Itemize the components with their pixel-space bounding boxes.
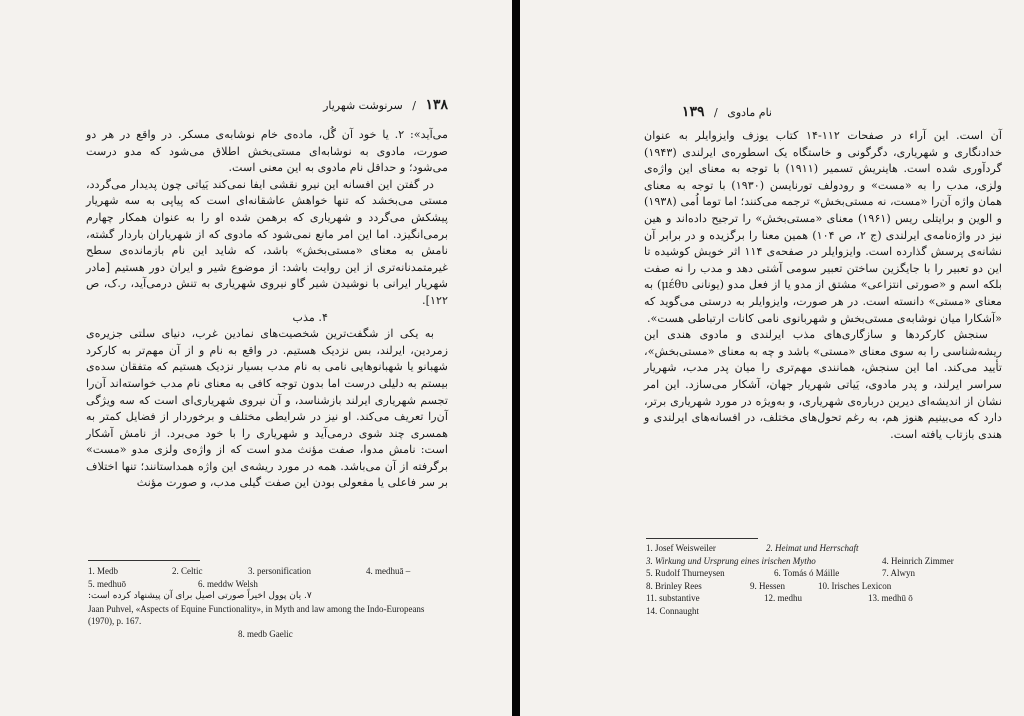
footnote: 10. Irisches Lexicon [818, 580, 892, 591]
footnote-row [88, 565, 450, 578]
footnote: 1. Medb [88, 566, 118, 576]
page-number: ۱۳۹ [681, 104, 705, 120]
page-number: ۱۳۸ [425, 97, 448, 113]
right-footnotes [646, 542, 1004, 617]
paragraph: در گفتن این افسانه این نیرو نقشی ایفا نمی‌کند یَیاتی چون پدیدار می‌گردد، مستی می‌بخشد که تنها خواهش عاشقانه‌ای است که پیاپی به سه شهریار پیشکش می‌گردد و شهریاری که برهمن شده او را به عنوان همکار چهارم برمی‌انگیزد. اما این امر مانع نمی‌شود که مادوی که از شهریاران باردار گشته، نامش به معنای «مستی‌بخش» باشد، که شاید این نام بازمانده‌ی سطح غیرمتمدنانه‌تری از این روایت باشد: از موضوع شیر و ایران دور هستیم [مادر شهریار ایرانی با نوشیدن شیر گاو نیروی شهریاری به تنش درمی‌آید، ر.ک، ص ۱۲۲]. [86, 177, 448, 307]
footnote-row [88, 578, 450, 591]
footnote: 13. medhū ō [868, 593, 913, 603]
left-footnotes [88, 565, 450, 640]
footnote: 7. Alwyn [882, 568, 916, 578]
footnote: 6. meddw Welsh [198, 578, 258, 589]
footnote-row [646, 542, 1004, 555]
footnote: 14. Connaught [646, 605, 699, 616]
right-page-body [644, 128, 1002, 443]
running-head: سرنوشت شهریار [323, 99, 403, 112]
footnote: 5. medhuō [88, 578, 126, 589]
footnote-8: 8. medb Gaelic [238, 628, 293, 639]
footnote: 4. Heinrich Zimmer [882, 555, 954, 566]
header-separator: / [412, 99, 416, 112]
right-page-header [682, 104, 772, 120]
footnote: 2. Celtic [172, 566, 203, 576]
footnote: 11. substantive [646, 593, 700, 603]
page-gutter [512, 0, 520, 716]
footnote: 1. Josef Weisweiler [646, 543, 716, 553]
footnote-row [646, 605, 1004, 618]
footnote-row [646, 592, 1004, 605]
footnote-7-citation: Jaan Puhvel, «Aspects of Equine Functionality», in Myth and law among the Indo-Europeans (1970), p. 167. [88, 603, 425, 626]
footnote-rule [646, 538, 758, 539]
footnote-row [646, 580, 1004, 593]
footnote: 8. Brinley Rees [646, 580, 702, 591]
footnote: 6. Tomás ó Máille [774, 568, 840, 578]
header-separator: / [713, 106, 718, 119]
paragraph: سنجش کارکردها و سازگاری‌های مذب ایرلندی و مادوی هندی این ریشه‌شناسی را به سوی معنای «مستی» باشد و چه به معنای «مستی‌بخش»، تأیید می‌کند. اما این سنجش، همانندی مهم‌تری را میان پدر مدب، شهریار سراسر ایرلند، و پدر مادوی، یَیاتی شهریار جهان، آشکار می‌سازد. این امر نشان از اندیشه‌ای دیرین درباره‌ی شهریاری، و به‌ویژه در مورد شهریاری برتر، دارد که می‌بینیم هنوز هم، به رغم تحول‌های مختلف، در افسانه‌های ایرلندی و هندی بازتاب یافته است. [644, 328, 1002, 441]
footnote: 3. Wirkung und Ursprung eines irischen Mytho [646, 555, 816, 566]
footnote-row [646, 567, 1004, 580]
footnote-row [646, 555, 1004, 568]
footnote-rule [88, 560, 200, 561]
footnote: 12. medhu [764, 593, 802, 603]
right-page [520, 0, 1024, 716]
paragraph: آن است. این آراء در صفحات ۱۱۲-۱۴ کتاب یوزف وایزوایلر به عنوان خدادنگاری و شهریاری، دگرگونی و خاستگاه یک اسطوره‌ی ایرلندی (۱۹۴۳) گردآوری شده است. هاینریش تسمیر (۱۹۱۱) با توجه به معنای این واژه‌ی ولزی، مدب را به «مست» و رودولف تورنایسن (۱۹۳۰) با توجه به معنای همان واژه آن‌را «مست، نه مستی‌بخش» ترجمه می‌کنند؛ اما توما اُمی (۱۹۳۸) و الوین و برایتلی ریس (۱۹۶۱) معنای «مستی‌بخش» را ترجیح داده‌اند و هین نیز در واژه‌نامه‌ی ایرلندی (ج ۲، ص ۱۰۴) همین معنا را برگزیده و در برابر آن نشانه‌ی پرسش گذارده است. وایزوایلر در صفحه‌ی ۱۱۴ اثر خویش کوشیده تا این دو تعبیر را با جایگزین ساختن تعبیر سومی آشتی دهد و مدب را نه صفت بلکه اسم و «صورتی انتزاعی» مشتق از مدو یا از فعل مدو (یونانی μέθυ) به معنای «مستی» دانسته است. در هر صورت، وایزوایلر به درستی می‌گوید که «آشکارا میان نوشابه‌ی مستی‌بخش و شهربانوی نامی کانات ارتباطی هست». [644, 129, 1003, 325]
running-head: نام مادوی [727, 106, 772, 119]
footnote: 9. Hessen [750, 580, 785, 591]
section-heading: ۴. مذب [292, 310, 328, 324]
footnote: 3. personification [248, 566, 311, 576]
paragraph: می‌آید»: ۲. یا خود آن گُل، ماده‌ی خام نوشابه‌ی مسکر. در واقع در هر دو صورت، مادوی به نوشابه‌ای مستی‌بخش اطلاق می‌شود که مدو درست می‌شود؛ و حداقل نام مادوی به این معنی است. [86, 128, 448, 175]
footnote: 2. Heimat und Herrschaft [766, 543, 859, 553]
paragraph: به یکی از شگفت‌ترین شخصیت‌های نمادین غرب، دنیای سلتی جزیره‌ی زمردین، ایرلند، بس نزدیک هستیم. در واقع به نام و از آن مهم‌تر به کارکرد شهبانو یا شهبانوهایی نامی به نام مدب بسیار نزدیک هستیم که متفقان سدەی بیستم به دلیلی درست اما بدون توجه کافی به معنای نام مدب خواسته‌اند آن‌را تجسم شهریاری ایرلند بازشناسد، و آن نیروی شهریاری‌ای است که سه ویژگی آن‌را تعریف می‌کند. او نیز در شرایطی مختلف و برخوردار از فضایل کمتر به همسری چند شوی درمی‌آید و شهریاری را با خود می‌برد. از نامش آشکار است: نامش مدوا، صفت مؤنث مدو است که از واژه‌ی ولزی مدو «مست» برگرفته از آن می‌باشد. همه در مورد ریشه‌ی این واژه همداستانند؛ تنها اختلاف بر سر فاعلی یا مفعولی بودن این صفت گیلی مدب، و صورت مؤنث [86, 327, 448, 490]
left-page-header [323, 97, 448, 113]
footnote-7-persian: ۷. یان پوول اخیراً صورتی اصیل برای آن پیشنهاد کرده است: [88, 591, 312, 601]
footnote: 4. medhuā – [366, 566, 411, 576]
left-page-body [86, 127, 448, 492]
footnote: 5. Rudolf Thurneysen [646, 568, 725, 578]
